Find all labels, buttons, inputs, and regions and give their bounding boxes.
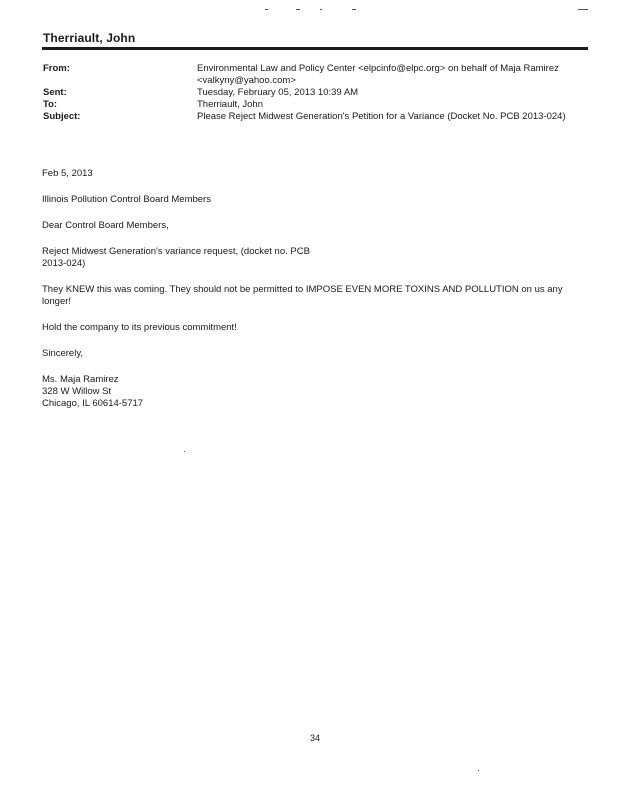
to-label: To: bbox=[43, 99, 58, 110]
from-row bbox=[43, 63, 588, 87]
subject-value: Please Reject Midwest Generation's Petition for a Variance (Docket No. PCB 2013-024) bbox=[197, 111, 566, 122]
body-signature bbox=[42, 374, 590, 410]
from-value bbox=[197, 63, 588, 87]
header-divider bbox=[42, 47, 588, 50]
body-demand: Hold the company to its previous commitment! bbox=[42, 322, 237, 333]
body-request-line2: 2013-024) bbox=[42, 258, 86, 269]
page-number: 34 bbox=[310, 733, 321, 743]
from-value-line2: <valkyny@yahoo.com> bbox=[197, 75, 296, 86]
scan-speck bbox=[478, 770, 479, 771]
email-body bbox=[42, 168, 590, 410]
from-label: From: bbox=[43, 63, 70, 74]
body-complaint bbox=[42, 284, 590, 308]
scan-speck bbox=[320, 9, 322, 10]
subject-label: Subject: bbox=[43, 111, 81, 122]
body-request bbox=[42, 246, 590, 270]
scan-speck bbox=[184, 451, 185, 452]
body-date: Feb 5, 2013 bbox=[42, 168, 93, 179]
scan-speck bbox=[296, 9, 300, 10]
sent-value: Tuesday, February 05, 2013 10:39 AM bbox=[197, 87, 359, 98]
body-complaint-line2: longer! bbox=[42, 296, 72, 307]
sender-name: Therriault, John bbox=[43, 31, 136, 45]
email-header bbox=[43, 63, 588, 123]
to-row bbox=[43, 99, 588, 111]
sent-row bbox=[43, 87, 588, 99]
sent-label: Sent: bbox=[43, 87, 67, 98]
body-request-line1: Reject Midwest Generation's variance request, (docket no. PCB bbox=[42, 246, 310, 257]
body-recipient-line: Illinois Pollution Control Board Members bbox=[42, 194, 211, 205]
scan-speck bbox=[265, 9, 268, 10]
to-value: Therriault, John bbox=[197, 99, 264, 110]
from-value-line1: Environmental Law and Policy Center <elpcinfo@elpc.org> on behalf of Maja Ramirez bbox=[197, 63, 559, 74]
scan-speck bbox=[352, 9, 356, 10]
signature-street: 328 W Willow St bbox=[42, 386, 112, 397]
scan-speck bbox=[578, 9, 588, 10]
subject-row bbox=[43, 111, 588, 123]
signature-name: Ms. Maja Ramirez bbox=[42, 374, 119, 385]
body-salutation: Dear Control Board Members, bbox=[42, 220, 169, 231]
signature-city: Chicago, IL 60614-5717 bbox=[42, 398, 144, 409]
body-closing: Sincerely, bbox=[42, 348, 84, 359]
body-complaint-line1: They KNEW this was coming. They should not be permitted to IMPOSE EVEN MORE TOXINS AND POLLUTION on us any bbox=[42, 284, 563, 295]
